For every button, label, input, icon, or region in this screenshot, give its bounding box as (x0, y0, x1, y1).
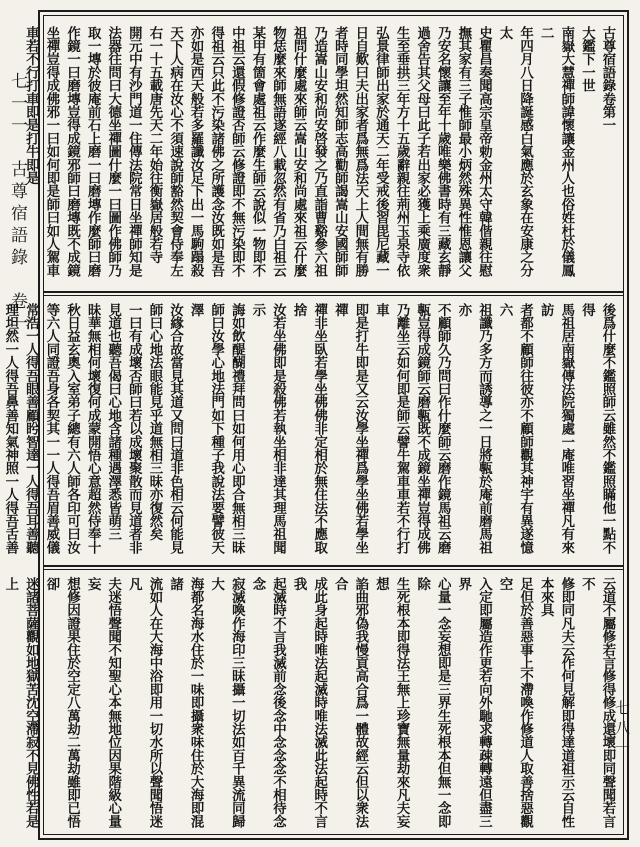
margin-title-label: 七一一 古尊宿語錄 卷一 (7, 72, 27, 336)
margin-page-number: 七八一 (613, 700, 631, 760)
middle-register-text: 後爲什麼不鑑照師云雖然不鑑照瞞他一點不得 馬祖居南嶽傳法院獨處一庵唯習坐禪凡有來訪 者都不顧師往彼亦不顧師觀其神宇有異遂憶六 祖讖乃多方而誘導之一日將甎於庵前磨馬祖亦 不顧師久乃問曰作什麼師云磨作鏡馬祖云磨 甎豈得成鏡師云磨甎既不成鏡坐禪豈得成佛 乃離坐云如何即是師云譬牛駕車車若不行打車 即是打牛即是又云汝學坐禪爲學坐佛若學坐禪 禪非坐臥若學坐佛佛非定相於無住法不應取捨 汝若坐佛即是殺佛若執坐相非達其理馬祖聞示 誨如飲醍醐禮拜問曰如何用心即合無相三昧 師曰汝學心地法門如下種子我說法要譬彼天澤 汝緣合故當見其道又問曰道非色相云何能見 師曰心地法眼能見乎道無相三昧亦復然矣 一曰有成壞否師曰若以成壞聚散而見道者非 見道也聽吾偈曰心地含諸種遇澤悉皆萌三 昧華無相何壞復何成蒙開悟心意超然侍奉十 秋日益玄奧入室弟子總有六人師各印可曰汝 等六人同證吾身各契其一一人得吾眉善威儀 常浩一人得吾眼善顧盻智達一人得吾耳善聽 理坦然一人得吾鼻善知氣神照一人得吾舌善 (2, 303, 616, 554)
lower-register (2, 565, 624, 833)
upper-register-text: 古尊宿語錄卷第一 大鑑下一世 南嶽大慧禪師諱懷讓金州人也俗姓杜於儀鳳二 年四月八日降誕感白氣應於玄象在安康之分太 史瞿昌奏聞高宗皇帝勅金州太守韓偕親往慰 撫其家有三子惟師最小炳然殊異性惟恩讓父 乃安名懷讓至年十歲唯樂佛書時有三藏玄靜 過舍告其父母曰此子若出家必獲上乘廣度衆 生至垂拱三年方十五歲辭親往荊州玉泉寺依 弘景律師出家於通天二年受戒後習毘尼藏一 日自歎曰夫出家者爲無爲法天上人間無有勝 者時同學坦然知師志高勸師謁嵩山安國師師 乃造嵩山安和尚安啓發之乃直詣曹谿參六祖 祖問什麼處來師云嵩山安和尚處來祖云什麼 物恁麼來師無語遂經八載忽然有省乃白祖云 某甲有箇會處祖云作麼生師云說似一物即不 中祖云還假修證否師云修證即不無污染即不 得祖云只此不污染諸佛之所護念汝既如是吾 亦如是西天般若多羅讖汝足下出一馬駒蹋殺 天下人病在汝心不須速說師豁然契會侍奉左 右一十五載唐先天二年始往衡嶽居般若寺 開元中有沙門道一住傳法院常日坐禪師知是 法器往問曰大德坐禪圖什麼一曰圖作佛師乃 取一塼於彼庵前石上磨一曰磨塼作麼師曰磨 作鏡一曰磨塼豈得成鏡邪師曰磨塼既不成鏡 坐禪豈得成佛邪一曰如何即是師曰如人駕車 車若不行打車即是打牛即是 (23, 26, 616, 277)
upper-register (23, 18, 624, 284)
lower-register-text: 云道不屬修若言修得修成還壞即同聲聞若言不 修即同凡夫云作何見解即得達道祖示云自性本來具 足但於善惡事上不滯喚作修道人取善捨惡觀空 入定即屬造作更若向外馳求轉疎轉遠但盡三界 心量一念妄想即是三界生死根本但無一念即除 生死根本即得法王無上珍寶無量劫來凡夫妄想 諂曲邪偽我慢貢高合爲一體故經云但以衆法合 成此身起時唯法起滅時唯法滅此法起時不言我 起滅時不言我滅前念後念中念念念不相待念念 寂滅喚作海印三昧攝一切法如百千異流同歸大 海都名海水住於一味即攝衆味住於大海即混諸 流如人在大海中浴即用一切水所以聲聞悟迷凡 夫迷悟聲聞不知聖心本無地位因果階級心量妄 想修因證果住於空定八萬劫二萬劫雖即已悟卻 迷諸菩薩觀如地獄苦沈空滯寂不見佛性若是上 (2, 577, 616, 828)
middle-register (2, 291, 624, 561)
